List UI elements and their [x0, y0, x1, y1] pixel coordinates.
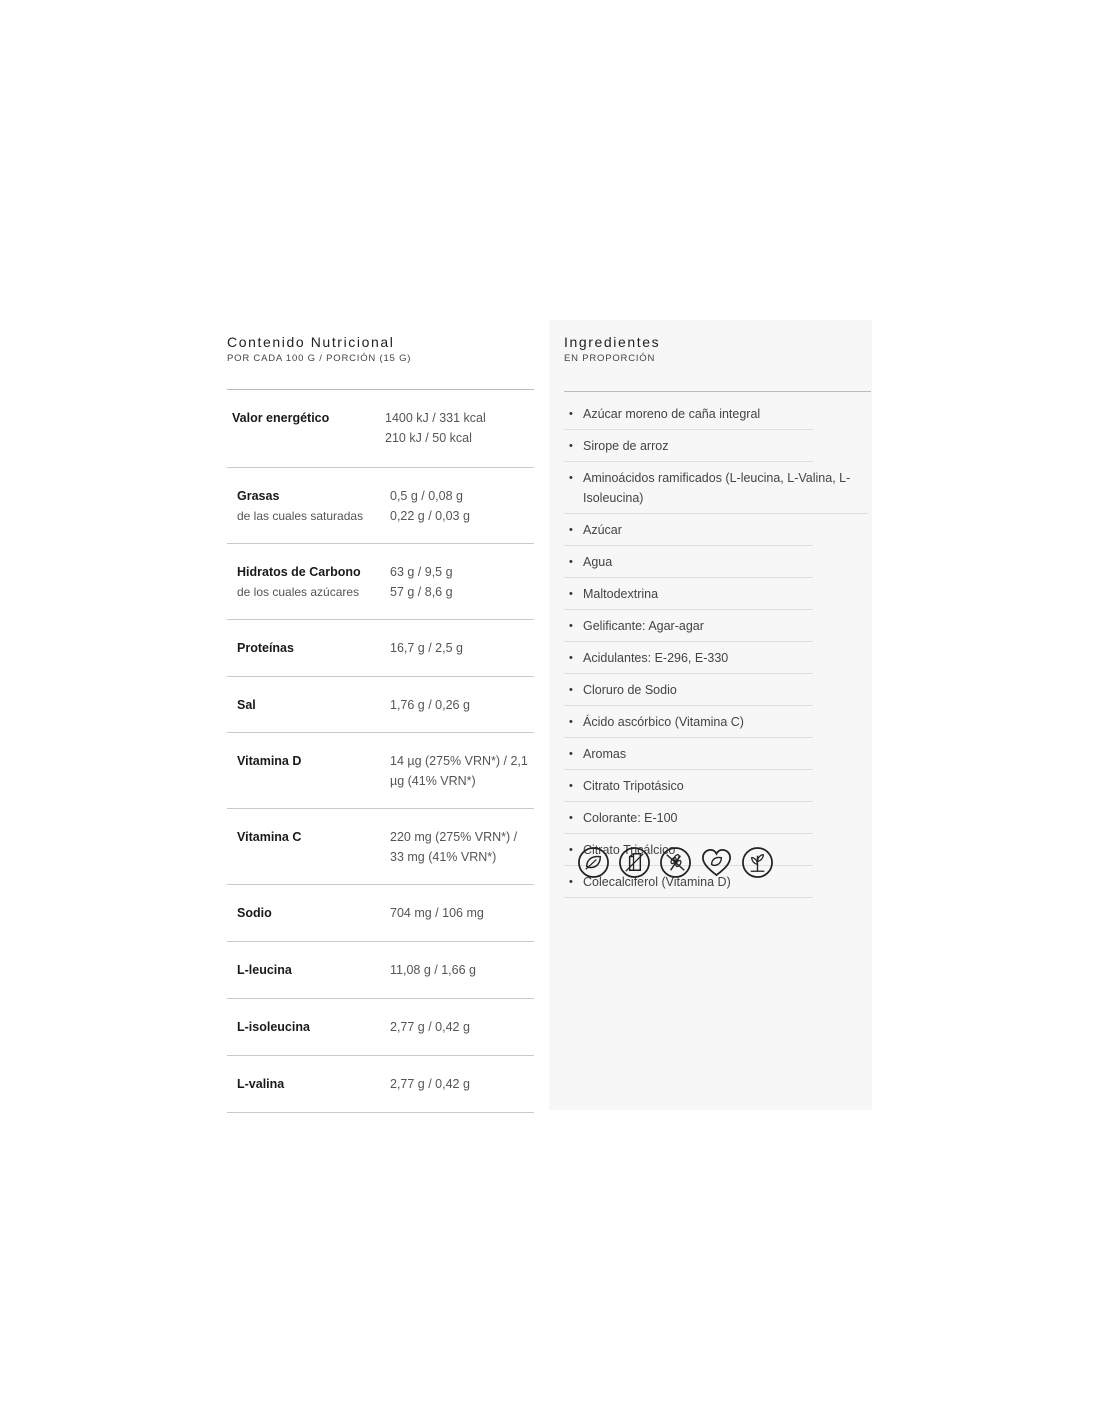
diet-badges [577, 846, 774, 879]
nutrient-value: 210 kJ / 50 kcal [385, 431, 472, 445]
ingredients-top-rule [564, 391, 871, 392]
ingredient-text: Colorante: E-100 [583, 811, 678, 825]
bullet: • [569, 524, 573, 536]
nutrition-row-vitamin-d [227, 733, 534, 809]
bullet: • [569, 440, 573, 452]
nutrient-label: Sal [237, 698, 256, 712]
list-item [564, 770, 813, 802]
gluten-free-icon [659, 846, 692, 879]
list-item [564, 546, 813, 578]
nutrition-row-carbs [227, 544, 534, 620]
nutrient-values [390, 695, 532, 715]
nutrition-row-l-leucine [227, 942, 534, 999]
nutrient-values [385, 408, 527, 448]
nutrient-value: 2,77 g / 0,42 g [390, 1077, 470, 1091]
list-item [564, 578, 813, 610]
ingredients-subtitle: EN PROPORCIÓN [564, 353, 656, 364]
bullet: • [569, 844, 573, 856]
nutrient-value: 11,08 g / 1,66 g [390, 963, 476, 977]
vegan-leaf-icon [577, 846, 610, 879]
nutrient-value: 33 mg (41% VRN*) [390, 850, 497, 864]
list-item [564, 802, 813, 834]
ingredient-text: Agua [583, 555, 613, 569]
nutrient-value: 16,7 g / 2,5 g [390, 641, 463, 655]
nutrition-title: Contenido Nutricional [227, 334, 395, 350]
nutrient-values [390, 827, 532, 867]
nutrient-label: Hidratos de Carbono [237, 565, 361, 579]
nutrient-values [390, 562, 532, 602]
nutrition-panel [227, 320, 534, 1113]
nutrition-row-vitamin-c [227, 809, 534, 885]
ingredient-text: Azúcar moreno de caña integral [583, 407, 761, 421]
list-item [564, 674, 813, 706]
nutrient-values [390, 903, 532, 923]
bullet: • [569, 556, 573, 568]
ingredients-list [564, 398, 851, 898]
nutrient-value: 2,77 g / 0,42 g [390, 1020, 470, 1034]
nutrient-label: L-leucina [237, 963, 292, 977]
nutrition-row-sodium [227, 885, 534, 942]
nutrition-row-l-valine [227, 1056, 534, 1113]
bullet: • [569, 684, 573, 696]
no-dairy-icon [618, 846, 651, 879]
nutrition-row-fats [227, 468, 534, 544]
bullet: • [569, 780, 573, 792]
nutrient-value: 57 g / 8,6 g [390, 585, 453, 599]
bullet: • [569, 472, 573, 484]
nutrition-row-energy [227, 390, 534, 468]
nutrient-label: Grasas [237, 489, 280, 503]
nutrient-values [390, 1074, 532, 1094]
ingredients-panel [549, 320, 872, 1110]
nutrient-label: L-isoleucina [237, 1020, 310, 1034]
nutrient-sublabel: de los cuales azúcares [237, 585, 360, 599]
bullet: • [569, 716, 573, 728]
ingredient-text: Sirope de arroz [583, 439, 669, 453]
nutrient-label: Proteínas [237, 641, 294, 655]
ingredient-text: Ácido ascórbico (Vitamina C) [583, 715, 744, 729]
nutrient-values [390, 486, 532, 526]
nutrient-value: 220 mg (275% VRN*) / [390, 830, 518, 844]
bullet: • [569, 408, 573, 420]
nutrient-label: Vitamina D [237, 754, 302, 768]
nutrient-sublabel: de las cuales saturadas [237, 509, 364, 523]
ingredient-text: Aminoácidos ramificados (L-leucina, L-Valina, L-Isoleucina) [583, 471, 851, 505]
nutrient-label: Sodio [237, 906, 272, 920]
heart-leaf-icon [700, 846, 733, 879]
nutrition-row-l-isoleucine [227, 999, 534, 1056]
list-item [564, 514, 813, 546]
ingredient-text: Acidulantes: E-296, E-330 [583, 651, 729, 665]
nutrient-values [390, 960, 532, 980]
nutrition-row-proteins [227, 620, 534, 677]
nutrient-value: 63 g / 9,5 g [390, 565, 453, 579]
list-item [564, 430, 813, 462]
nutrient-label: Vitamina C [237, 830, 302, 844]
nutrient-values [390, 1017, 532, 1037]
nutrient-value: µg (41% VRN*) [390, 774, 476, 788]
nutrient-value: 0,5 g / 0,08 g [390, 489, 463, 503]
ingredient-text: Gelificante: Agar-agar [583, 619, 704, 633]
ingredients-title: Ingredientes [564, 334, 661, 350]
nutrition-subtitle: POR CADA 100 G / PORCIÓN (15 G) [227, 353, 412, 364]
nutrient-value: 0,22 g / 0,03 g [390, 509, 470, 523]
bullet: • [569, 812, 573, 824]
ingredient-text: Cloruro de Sodio [583, 683, 677, 697]
bullet: • [569, 876, 573, 888]
list-item [564, 462, 868, 514]
nutrient-values [390, 751, 532, 791]
nutrient-values [390, 638, 532, 658]
list-item [564, 610, 813, 642]
bullet: • [569, 748, 573, 760]
natural-plant-icon [741, 846, 774, 879]
bullet: • [569, 652, 573, 664]
nutrient-value: 704 mg / 106 mg [390, 906, 484, 920]
list-item [564, 738, 813, 770]
ingredient-text: Citrato Tripotásico [583, 779, 684, 793]
nutrient-value: 1400 kJ / 331 kcal [385, 411, 486, 425]
ingredient-text: Aromas [583, 747, 627, 761]
list-item [564, 642, 813, 674]
list-item [564, 706, 813, 738]
ingredient-text: Azúcar [583, 523, 622, 537]
bullet: • [569, 588, 573, 600]
nutrient-label: Valor energético [232, 411, 330, 425]
nutrient-value: 14 µg (275% VRN*) / 2,1 [390, 754, 528, 768]
bullet: • [569, 620, 573, 632]
nutrient-label: L-valina [237, 1077, 285, 1091]
list-item [564, 398, 813, 430]
nutrition-row-salt [227, 677, 534, 733]
nutrient-value: 1,76 g / 0,26 g [390, 698, 470, 712]
ingredient-text: Colecalciferol (Vitamina D) [583, 875, 731, 889]
ingredient-text: Maltodextrina [583, 587, 659, 601]
ingredient-text: Citrato Tricálcico [583, 843, 676, 857]
